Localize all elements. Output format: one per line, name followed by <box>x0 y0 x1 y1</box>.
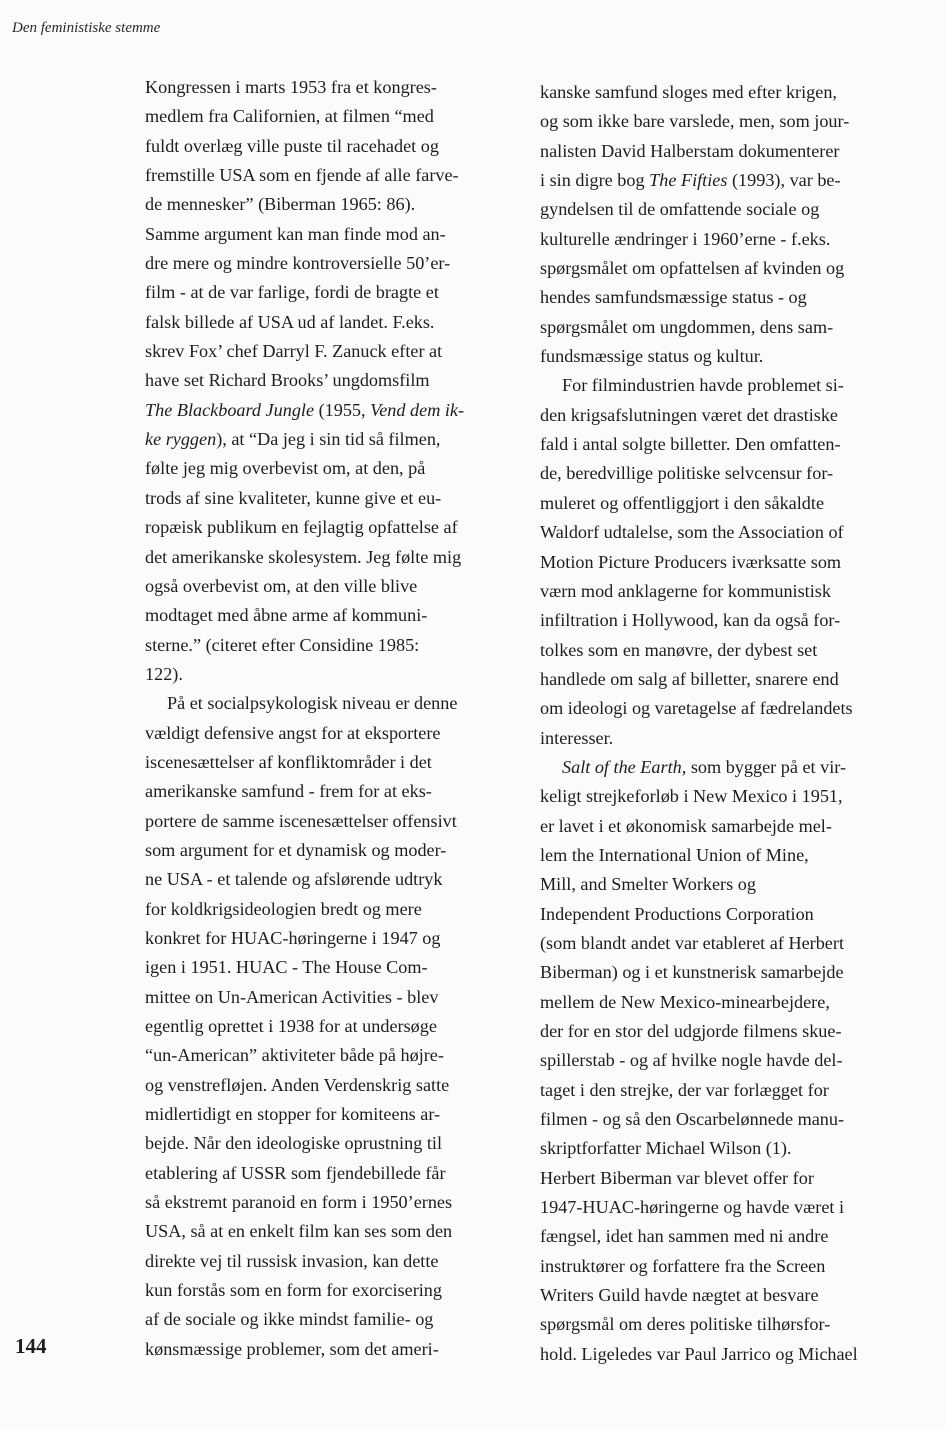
text-segment: kønsmæssige problemer, som det ameri- <box>145 1338 439 1359</box>
text-segment: i sin digre bog <box>540 170 650 191</box>
text-segment: der for en stor del udgjorde filmens skue- <box>540 1021 842 1041</box>
text-segment: spillerstab - og af hvilke nogle havde del- <box>540 1050 843 1071</box>
text-line <box>540 166 920 195</box>
text-segment: film - at de var farlige, fordi de bragte et <box>145 282 439 303</box>
page-number: 144 <box>15 1334 47 1358</box>
text-line <box>145 1129 515 1158</box>
text-line <box>540 489 920 518</box>
text-segment: handlede om salg af billetter, snarere end <box>540 668 839 689</box>
text-segment: egentlig oprettet i 1938 for at undersøge <box>145 1016 437 1036</box>
text-line <box>540 401 920 430</box>
text-segment: skrev Fox’ chef Darryl F. Zanuck efter at <box>145 341 443 362</box>
text-segment: trods af sine kvaliteter, kunne give et eu- <box>145 487 442 508</box>
text-segment: de, beredvillige politiske selvcensur for- <box>540 463 834 484</box>
running-header: Den feministiske stemme <box>12 20 161 36</box>
text-segment: værn mod anklagerne for kommunistisk <box>540 580 831 601</box>
text-line <box>540 548 920 577</box>
text-line <box>145 748 515 777</box>
text-column-right <box>540 78 920 1369</box>
text-segment: og venstrefløjen. Anden Verdenskrig satte <box>145 1074 450 1095</box>
text-segment: Independent Productions Corporation <box>540 903 814 924</box>
text-segment: vældigt defensive angst for at eksportere <box>145 722 441 743</box>
text-segment: ropæisk publikum en fejlagtig opfattelse af <box>145 517 458 538</box>
text-segment: Herbert Biberman var blevet offer for <box>540 1167 814 1188</box>
text-segment: af de sociale og ikke mindst familie- og <box>145 1309 434 1330</box>
text-line <box>145 983 515 1012</box>
text-segment: infiltration i Hollywood, kan da også for- <box>540 610 841 631</box>
text-line <box>540 137 920 166</box>
text-line <box>145 1247 515 1276</box>
text-line <box>145 777 515 806</box>
text-segment: , som bygger på et vir- <box>681 756 847 777</box>
text-line <box>145 1159 515 1188</box>
text-line <box>145 660 515 689</box>
text-segment: fuldt overlæg ville puste til racehadet og <box>145 135 439 156</box>
text-line <box>540 870 920 899</box>
text-segment: Biberman) og i et kunstnerisk samarbejde <box>540 962 844 983</box>
text-segment: hold. Ligeledes var Paul Jarrico og Michael <box>540 1343 858 1364</box>
text-line <box>145 689 515 718</box>
text-line <box>145 396 515 425</box>
text-segment: taget i den strejke, der var forlægget for <box>540 1079 829 1100</box>
text-line <box>145 1305 515 1334</box>
text-segment: Waldorf udtalelse, som the Association of <box>540 522 844 543</box>
text-line <box>145 337 515 366</box>
text-line <box>145 1100 515 1129</box>
text-line <box>540 107 920 136</box>
text-segment: For filmindustrien havde problemet si- <box>562 375 844 396</box>
text-segment: og som ikke bare varslede, men, som jour- <box>540 111 850 132</box>
text-segment: mittee on Un-American Activities - blev <box>145 986 439 1007</box>
text-line <box>540 1046 920 1075</box>
text-segment: lem the International Union of Mine, <box>540 844 809 865</box>
text-segment: kun forstås som en form for exorcisering <box>145 1280 442 1301</box>
text-segment: etablering af USSR som fjendebillede får <box>145 1162 446 1183</box>
text-line <box>145 425 515 454</box>
text-segment: iscenesættelser af konfliktområder i det <box>145 751 432 772</box>
text-segment: keligt strejkeforløb i New Mexico i 1951, <box>540 786 843 807</box>
text-segment: spørgsmål om deres politiske tilhørsfor- <box>540 1314 831 1335</box>
text-segment: igen i 1951. HUAC - The House Com- <box>145 957 428 978</box>
text-line <box>145 161 515 190</box>
text-line <box>145 513 515 542</box>
text-line <box>540 1310 920 1339</box>
text-line <box>540 929 920 958</box>
text-line <box>540 518 920 547</box>
text-line <box>540 1193 920 1222</box>
text-segment: Writers Guild havde nægtet at besvare <box>540 1285 819 1306</box>
text-segment: modtaget med åbne arme af kommuni- <box>145 605 428 626</box>
italic-title-segment: ke ryggen <box>145 429 217 450</box>
text-line <box>540 1017 920 1046</box>
text-segment: de mennesker” (Biberman 1965: 86). <box>145 194 416 215</box>
text-segment: fremstille USA som en fjende af alle farve- <box>145 165 459 186</box>
text-line <box>145 308 515 337</box>
text-segment: for koldkrigsideologien bredt og mere <box>145 898 422 919</box>
text-line <box>540 753 920 782</box>
text-segment: (1993), var be- <box>727 170 841 191</box>
text-segment: direkte vej til russisk invasion, kan dette <box>145 1250 439 1271</box>
text-line <box>145 73 515 102</box>
text-segment: Mill, and Smelter Workers og <box>540 874 756 895</box>
text-line <box>540 1134 920 1163</box>
text-segment: (1955, <box>314 399 371 420</box>
text-segment: amerikanske samfund - frem for at eks- <box>145 781 432 802</box>
text-line <box>145 220 515 249</box>
text-segment: spørgsmålet om opfattelsen af kvinden og <box>540 258 845 279</box>
text-line <box>540 1340 920 1369</box>
text-segment: kulturelle ændringer i 1960’erne - f.eks. <box>540 228 831 249</box>
text-segment: nalisten David Halberstam dokumenterer <box>540 140 840 161</box>
text-segment: ), at “Da jeg i sin tid så filmen, <box>216 429 441 450</box>
text-segment: På et socialpsykologisk niveau er denne <box>167 693 458 714</box>
text-line <box>540 430 920 459</box>
text-segment: også overbevist om, at den ville blive <box>145 575 418 596</box>
text-segment: “un-American” aktiviteter både på højre- <box>145 1045 444 1066</box>
text-segment: hendes samfundsmæssige status - og <box>540 287 807 308</box>
text-line <box>145 1276 515 1305</box>
text-segment: filmen - og så den Oscarbelønnede manu- <box>540 1109 845 1130</box>
text-line <box>145 543 515 572</box>
text-line <box>540 342 920 371</box>
text-segment: 122). <box>145 663 183 684</box>
text-line <box>145 132 515 161</box>
text-line <box>540 313 920 342</box>
text-segment: den krigsafslutningen været det drastiske <box>540 404 839 425</box>
text-line <box>145 102 515 131</box>
text-line <box>540 459 920 488</box>
text-segment: fald i antal solgte billetter. Den omfatten- <box>540 434 841 455</box>
text-line <box>145 601 515 630</box>
text-line <box>145 1041 515 1070</box>
text-line <box>540 1076 920 1105</box>
text-segment: sterne.” (citeret efter Considine 1985: <box>145 634 420 655</box>
text-line <box>540 958 920 987</box>
text-segment: mellem de New Mexico-minearbejdere, <box>540 991 830 1012</box>
text-segment: fundsmæssige status og kultur. <box>540 346 764 367</box>
text-line <box>145 454 515 483</box>
text-line <box>145 895 515 924</box>
text-segment: Samme argument kan man finde mod an- <box>145 223 446 244</box>
text-line <box>540 812 920 841</box>
text-line <box>540 665 920 694</box>
text-line <box>145 190 515 219</box>
text-segment: fængsel, idet han sammen med ni andre <box>540 1226 829 1247</box>
text-line <box>145 865 515 894</box>
text-segment: det amerikanske skolesystem. Jeg følte mig <box>145 546 462 567</box>
text-line <box>145 249 515 278</box>
text-line <box>145 953 515 982</box>
text-line <box>145 836 515 865</box>
text-line <box>540 724 920 753</box>
text-segment: 1947-HUAC-høringerne og havde været i <box>540 1197 845 1218</box>
text-line <box>540 782 920 811</box>
text-segment: Kongressen i marts 1953 fra et kongres- <box>145 77 437 97</box>
text-segment: dre mere og mindre kontroversielle 50’er- <box>145 253 451 274</box>
text-line <box>145 807 515 836</box>
text-segment: som argument for et dynamisk og moder- <box>145 839 447 860</box>
text-segment: interesser. <box>540 727 614 748</box>
text-segment: portere de samme iscenesættelser offensivt <box>145 810 457 831</box>
text-line <box>145 366 515 395</box>
text-segment: om ideologi og varetagelse af fædrelandets <box>540 698 853 719</box>
text-line <box>540 694 920 723</box>
text-line <box>540 636 920 665</box>
text-segment: (som blandt andet var etableret af Herbert <box>540 932 844 953</box>
text-segment: skriptforfatter Michael Wilson (1). <box>540 1138 792 1159</box>
text-line <box>540 78 920 107</box>
text-line <box>540 1164 920 1193</box>
italic-title-segment: Vend dem ik- <box>370 399 465 420</box>
text-line <box>145 719 515 748</box>
text-line <box>145 924 515 953</box>
text-segment: medlem fra Californien, at filmen “med <box>145 106 434 127</box>
text-line <box>540 900 920 929</box>
text-line <box>145 1335 515 1364</box>
italic-title-segment: Salt of the Earth <box>562 756 682 777</box>
text-line <box>540 606 920 635</box>
text-line <box>540 577 920 606</box>
text-segment: Motion Picture Producers iværksatte som <box>540 551 842 572</box>
text-line <box>540 841 920 870</box>
text-line <box>145 1012 515 1041</box>
text-line <box>540 1105 920 1134</box>
text-segment: kanske samfund sloges med efter krigen, <box>540 82 837 102</box>
text-line <box>540 1222 920 1251</box>
text-line <box>540 195 920 224</box>
text-line <box>145 1071 515 1100</box>
text-segment: spørgsmålet om ungdommen, dens sam- <box>540 316 834 337</box>
text-line <box>145 484 515 513</box>
text-line <box>145 631 515 660</box>
text-line <box>145 1217 515 1246</box>
text-segment: USA, så at en enkelt film kan ses som den <box>145 1221 453 1242</box>
text-segment: følte jeg mig overbevist om, at den, på <box>145 458 426 479</box>
text-line <box>540 988 920 1017</box>
text-segment: bejde. Når den ideologiske oprustning til <box>145 1133 443 1154</box>
text-segment: konkret for HUAC-høringerne i 1947 og <box>145 927 441 948</box>
italic-title-segment: The Fifties <box>649 170 728 191</box>
text-segment: midlertidigt en stopper for komiteens ar- <box>145 1104 441 1125</box>
text-column-left <box>145 73 515 1364</box>
text-segment: falsk billede af USA ud af landet. F.eks. <box>145 311 435 332</box>
text-segment: gyndelsen til de omfattende sociale og <box>540 199 820 220</box>
text-line <box>540 254 920 283</box>
text-segment: så ekstremt paranoid en form i 1950’ernes <box>145 1192 453 1213</box>
text-line <box>145 572 515 601</box>
text-line <box>540 371 920 400</box>
text-segment: instruktører og forfattere fra the Screen <box>540 1255 826 1276</box>
text-segment: ne USA - et talende og afslørende udtryk <box>145 869 443 890</box>
italic-title-segment: The Blackboard Jungle <box>145 399 315 420</box>
text-segment: er lavet i et økonomisk samarbejde mel- <box>540 815 832 836</box>
text-line <box>145 278 515 307</box>
text-line <box>540 225 920 254</box>
text-line <box>145 1188 515 1217</box>
text-segment: have set Richard Brooks’ ungdomsfilm <box>145 370 430 391</box>
text-line <box>540 283 920 312</box>
text-line <box>540 1281 920 1310</box>
text-line <box>540 1252 920 1281</box>
text-segment: muleret og offentliggjort i den såkaldte <box>540 492 825 513</box>
text-segment: tolkes som en manøvre, der dybest set <box>540 639 818 660</box>
